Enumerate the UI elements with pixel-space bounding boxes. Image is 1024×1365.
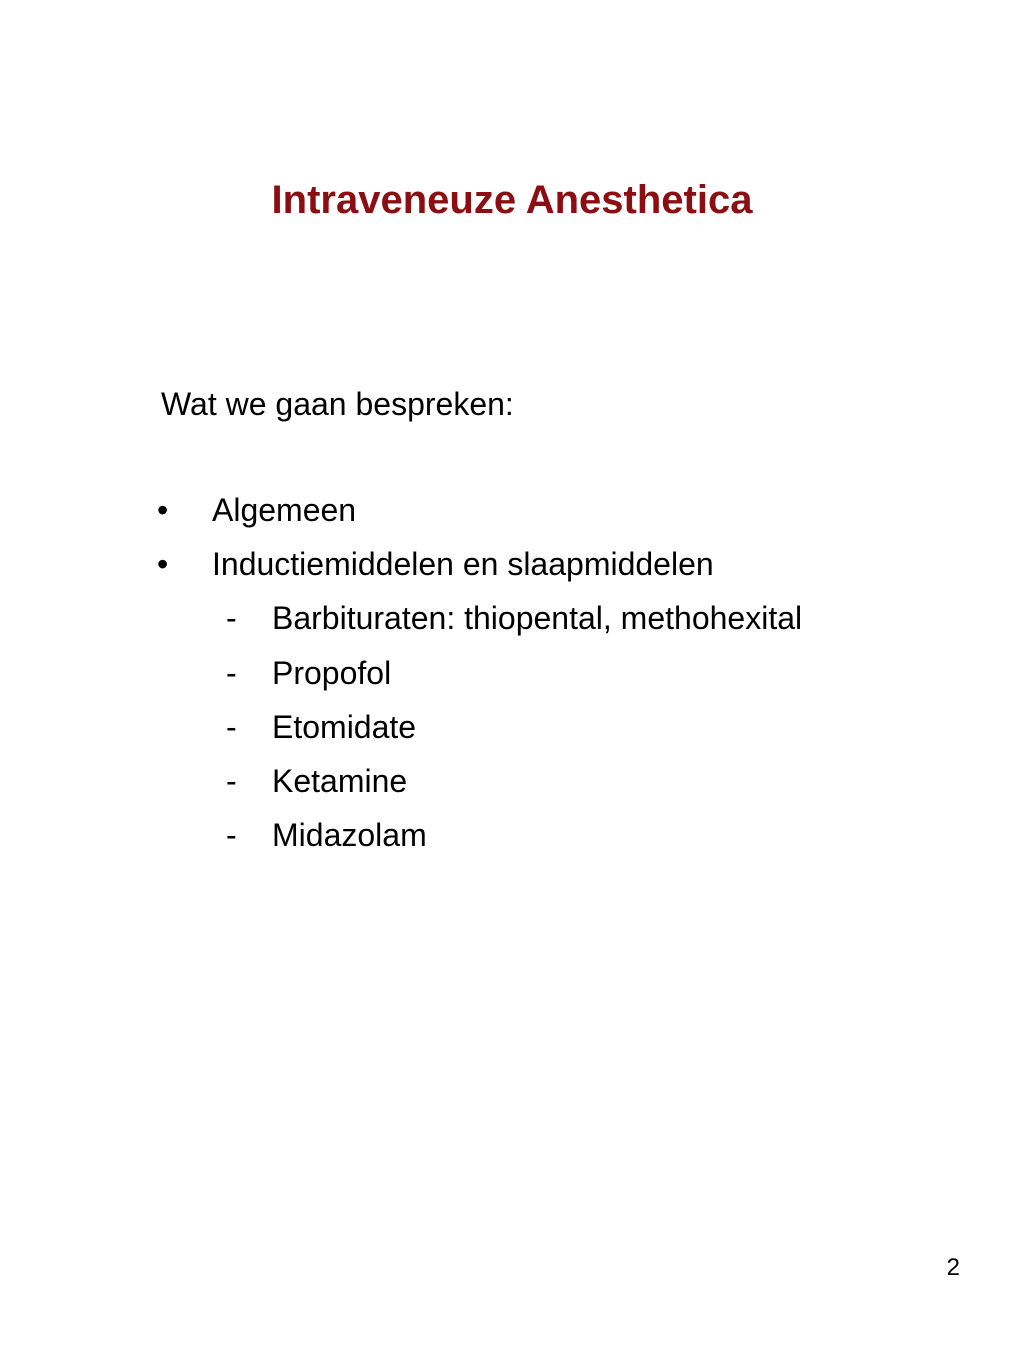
sub-item [0, 759, 1024, 813]
bullet-text: Inductiemiddelen en slaapmiddelen [212, 546, 714, 583]
dash-marker: - [226, 654, 237, 691]
bullet-item [0, 542, 1024, 596]
sub-item [0, 651, 1024, 705]
sub-item [0, 705, 1024, 759]
dash-marker: - [226, 817, 237, 854]
intro-text: Wat we gaan bespreken: [161, 386, 514, 422]
sub-item-text: Midazolam [272, 817, 427, 854]
page-number: 2 [946, 1254, 960, 1281]
bullet-marker: • [157, 546, 169, 583]
sub-item-text: Etomidate [272, 708, 417, 745]
sub-item-text: Ketamine [272, 762, 408, 799]
sub-item [0, 813, 1024, 867]
bullet-text: Algemeen [212, 492, 357, 528]
bullet-item [0, 488, 1024, 542]
slide-title: Intraveneuze Anesthetica [271, 178, 753, 222]
topic-list [0, 488, 1024, 867]
sub-item [0, 596, 1024, 650]
dash-marker: - [226, 762, 237, 799]
sub-item-text: Barbituraten: thiopental, methohexital [272, 600, 803, 637]
dash-marker: - [226, 708, 237, 745]
bullet-marker: • [157, 492, 169, 528]
dash-marker: - [226, 600, 237, 637]
sub-item-text: Propofol [272, 654, 392, 691]
